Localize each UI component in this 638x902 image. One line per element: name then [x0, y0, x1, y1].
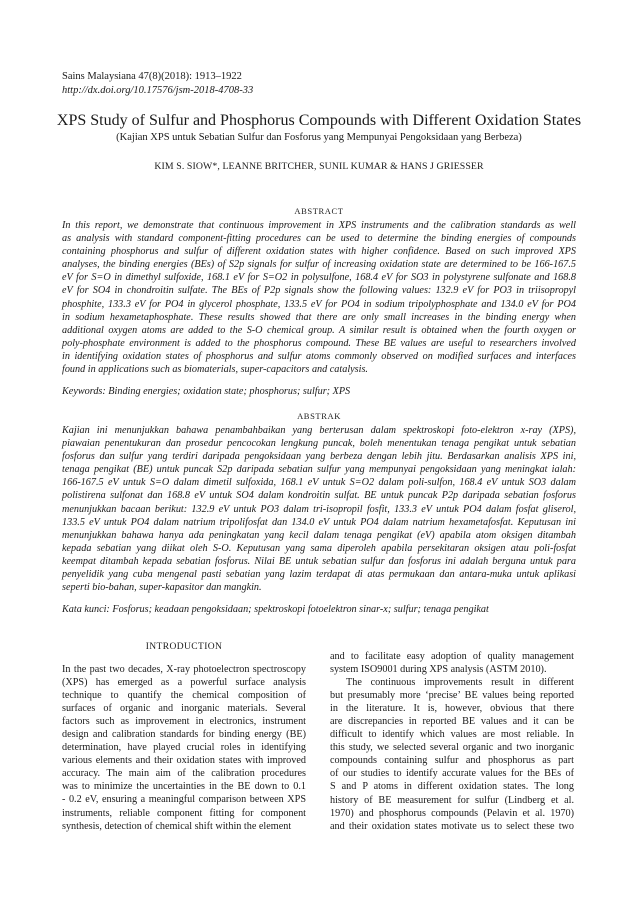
- abstrak-line: penyelidik yang cuba mengenal pasti sebatian yang lazim terdapat di atas permukaan dan antara-muka untuk aplikasi: [62, 569, 576, 581]
- body-line: surfaces of organic and inorganic materials. Several: [62, 703, 306, 715]
- abstract-line: additional oxygen atoms are added to the S-O chemical group. A similar result is obtained when the fourth oxygen or: [62, 324, 576, 336]
- body-line: (XPS) has emerged as a powerful surface analysis: [62, 677, 306, 689]
- abstrak-line: piawaian penentukuran dan prosedur pencocokan lengkung puncak, boleh menentukan tenaga pengikat untuk sebatian: [62, 438, 576, 450]
- abstrak-line: menunjukkan bahawa hanya ada peningkatan yang kecil dalam tenaga pengikat (eV) apabila atom oksigen ditambah: [62, 529, 576, 541]
- introduction-right-column: [330, 650, 574, 833]
- abstrak-line: menunjukkan bacaan berikut: 132.9 eV untuk PO3 dalam tri-isopropil fosfit, 133.3 eV untuk PO4 dalam fosfat gliserol,: [62, 503, 576, 515]
- abstrak-line: polistirena sulfonat dan 168.8 eV untuk SO4 dalam kondroitin sulfat. BE untuk puncak P2p daripada sebatian fosforus: [62, 490, 576, 502]
- abstract-line: analyses, the binding energies (BEs) of S2p signals for sulfur of increasing oxidation state are determined to be 166-167.5: [62, 259, 576, 271]
- body-line: synthesis, detection of chemical shift within the element: [62, 820, 292, 832]
- body-line: and to facilitate easy adoption of quality management: [330, 651, 574, 662]
- body-line: and their oxidation states motivate us to select these two: [330, 820, 574, 832]
- abstract-line: containing phosphorus and sulfur of different oxidation states with higher confidence. Based on such improved XPS: [62, 246, 576, 258]
- abstrak-body: [62, 424, 576, 594]
- body-line: was to minimize the uncertainties in the BE down to 0.1: [62, 781, 306, 793]
- abstrak-line: 133.5 eV untuk PO4 dalam natrium tripolifosfat dan 134.0 eV untuk PO4 dalam natrium hexametafosfat. Keputusan ini: [62, 516, 576, 528]
- body-line: factors such as improvement in electronics, instrument: [62, 716, 306, 728]
- body-line: design and calibration standards for binding energy (BE): [62, 729, 306, 741]
- abstract-line: phosphite, 133.3 eV for PO4 in glycerol phosphate, 133.5 eV for PO4 in sodium tripolyphosphate and 134.0 eV for PO4: [62, 298, 576, 310]
- body-line: difficult to identify which values are most reliable. In: [330, 729, 574, 741]
- body-line: In the past two decades, X-ray photoelectron spectroscopy: [62, 664, 306, 675]
- body-line: accuracy. The main aim of the calibration procedures: [62, 768, 306, 780]
- body-line: The continuous improvements result in different: [346, 677, 574, 689]
- abstract-line: eV for SO4 in chondroitin sulfate. The BEs of P2p signals show the following values: 132.9 eV for PO3 in triisopropyl: [62, 285, 576, 297]
- abstract-line: eV for S=O in dimethyl sulfoxide, 168.1 eV for S=O2 in polysulfone, 168.4 eV for SO3 in polystyrene sulfonate and 168.8: [62, 272, 576, 284]
- keywords: Keywords: Binding energies; oxidation state; phosphorus; sulfur; XPS: [62, 386, 351, 397]
- abstract-line: in identifying oxidation states of phosphorus and sulfur atoms commonly observed on modified surfaces and interfaces: [62, 350, 576, 362]
- abstrak-line: kepada sebatian yang diikat oleh S-O. Keputusan yang sama diperoleh apabila persekitaran oksigen atau poli-fosfat: [62, 542, 576, 554]
- body-line: history of BE measurement for sulfur (Lindberg et al.: [330, 794, 574, 806]
- abstract-line: poly-phosphate environment is added to the phosphorus compound. These BE values are useful to researchers involved: [62, 337, 576, 349]
- body-line: in the literature. It is, however, obvious that there: [330, 703, 574, 715]
- abstract-line: found in applications such as biomaterials, super-capacitors and catalysis.: [62, 364, 368, 376]
- body-line: this study, we selected several organic and two inorganic: [330, 742, 574, 754]
- body-line: - 0.2 eV, ensuring a meaningful comparison between XPS: [62, 794, 306, 806]
- body-line: but presumably more ‘precise’ BE values being reported: [330, 690, 574, 702]
- body-line: compounds containing sulfur and phosphorus as part: [330, 755, 574, 767]
- body-line: 1970) and phosphorus compounds (Pelavin et al. 1970): [330, 807, 574, 819]
- doi-link[interactable]: http://dx.doi.org/10.17576/jsm-2018-4708-33: [62, 85, 254, 96]
- body-line: system ISO9001 during XPS analysis (ASTM 2010).: [330, 664, 547, 676]
- paper-title: XPS Study of Sulfur and Phosphorus Compounds with Different Oxidation States: [56, 112, 582, 129]
- body-line: technique to quantify the chemical composition of: [62, 690, 306, 702]
- abstrak-heading: ABSTRAK: [297, 411, 341, 421]
- author-list: KIM S. SIOW*, LEANNE BRITCHER, SUNIL KUMAR & HANS J GRIESSER: [154, 161, 484, 172]
- paper-subtitle: (Kajian XPS untuk Sebatian Sulfur dan Fosforus yang Mempunyai Pengoksidaan yang Berbeza): [116, 132, 522, 143]
- body-line: S and P atoms in different oxidation states. The long: [330, 781, 574, 793]
- journal-citation: Sains Malaysiana 47(8)(2018): 1913–1922: [62, 71, 242, 82]
- abstrak-line: fosforus dan sulfur yang terdiri daripada pengoksidaan yang berbeza dengan lebih jitu. Berdasarkan analisis XPS ini,: [62, 451, 576, 463]
- abstrak-line: Kajian ini menunjukkan bahawa penambahbaikan yang berterusan dalam spektroskopi foto-elektron x-ray (XPS),: [62, 425, 576, 436]
- abstrak-line: keempat ditambah kepada sebatian fosforus. Nilai BE untuk sebatian sulfur dan fosforus ini adalah berguna untuk para: [62, 555, 576, 567]
- body-line: are discrepancies in reported BE values and it can be: [330, 716, 574, 728]
- abstrak-line: tenaga pengikat (BE) untuk puncak S2p daripada sebatian sulfur yang mempunyai pengoksidaan yang meningkat ialah:: [62, 464, 576, 476]
- abstrak-line: 166-167.5 eV untuk S=O dalam dimetil sulfoxida, 168.1 eV untuk S=O2 dalam poli-sulfon, 168.4 eV untuk SO3 dalam: [62, 477, 576, 489]
- body-line: instruments, reliable component fitting for component: [62, 807, 306, 819]
- body-line: of our studies to identify accurate values for the BEs of: [330, 768, 574, 780]
- abstract-line: In this report, we demonstrate that continuous improvement in XPS instruments and the calibration standards as well: [62, 220, 576, 231]
- body-line: various elements and their oxidation states with improved: [62, 755, 306, 767]
- abstract-heading: ABSTRACT: [294, 206, 344, 216]
- journal-header: [62, 70, 253, 98]
- introduction-heading: INTRODUCTION: [145, 642, 223, 652]
- abstrak-line: seperti bio-bahan, super-kapasitor dan mangkin.: [62, 582, 262, 594]
- introduction-left-column: [62, 663, 306, 833]
- body-line: determination, have played crucial roles in identifying: [62, 742, 306, 754]
- abstract-body: [62, 219, 576, 376]
- abstract-line: as analysis with standard component-fitting procedures can be used to determine the binding energies of compounds: [62, 233, 576, 245]
- abstract-line: in sodium hexametaphosphate. These results showed that there are only small increases in the binding energy when: [62, 311, 576, 323]
- kata-kunci: Kata kunci: Fosforus; keadaan pengoksidaan; spektroskopi fotoelektron sinar-x; sulfur; tenaga pengikat: [62, 604, 489, 615]
